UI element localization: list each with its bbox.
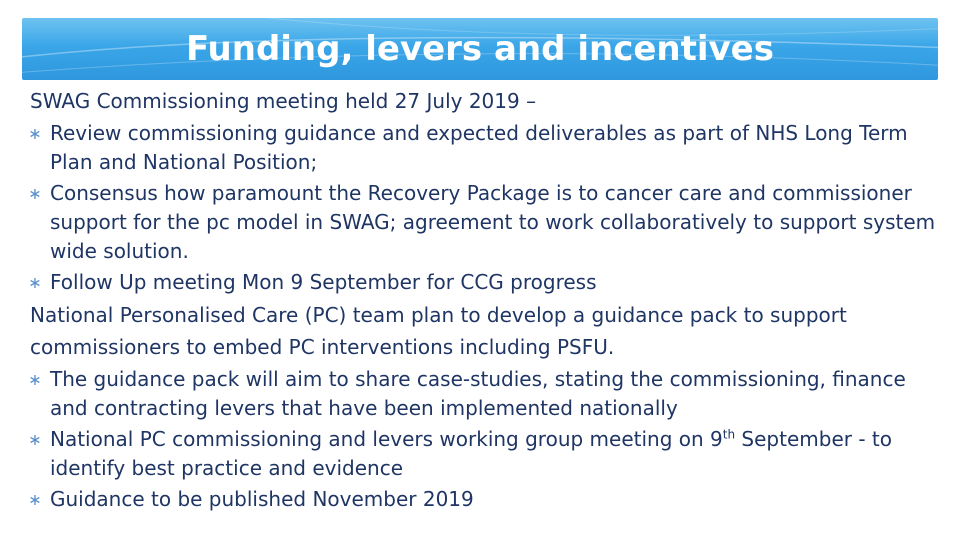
- slide-title: Funding, levers and incentives: [186, 29, 774, 69]
- bullet-item: [30, 179, 940, 266]
- slide-body: [30, 85, 940, 516]
- bullet-text: Follow Up meeting Mon 9 September for CCG progress: [50, 269, 597, 294]
- asterisk-icon: ∗: [28, 272, 42, 292]
- bullet-text: Review commissioning guidance and expected deliverables as part of NHS Long Term Plan and National Position;: [50, 120, 908, 174]
- bullet-item: [30, 365, 940, 423]
- bullet-item: [30, 119, 940, 177]
- bullet-text: The guidance pack will aim to share case-studies, stating the commissioning, finance and contracting levers that have been implemented nationally: [50, 366, 906, 420]
- asterisk-icon: ∗: [28, 489, 42, 509]
- asterisk-icon: ∗: [28, 369, 42, 389]
- asterisk-icon: ∗: [28, 183, 42, 203]
- bullet-text: National PC commissioning and levers working group meeting on 9th September - to identify best practice and evidence: [50, 426, 892, 480]
- bullet-text: Consensus how paramount the Recovery Package is to cancer care and commissioner support for the pc model in SWAG; agreement to work collaboratively to support system wide solution.: [50, 180, 936, 263]
- bullet-item: [30, 268, 940, 297]
- paragraph-national-pc: National Personalised Care (PC) team plan to develop a guidance pack to support commissioners to embed PC interventions including PSFU.: [30, 302, 847, 359]
- title-banner: [22, 18, 938, 80]
- asterisk-icon: ∗: [28, 123, 42, 143]
- bullet-item: [30, 485, 940, 514]
- bullet-text: Guidance to be published November 2019: [50, 486, 474, 511]
- bullet-item: [30, 425, 940, 483]
- asterisk-icon: ∗: [28, 429, 42, 449]
- paragraph-swag-meeting: SWAG Commissioning meeting held 27 July 2019 –: [30, 89, 537, 113]
